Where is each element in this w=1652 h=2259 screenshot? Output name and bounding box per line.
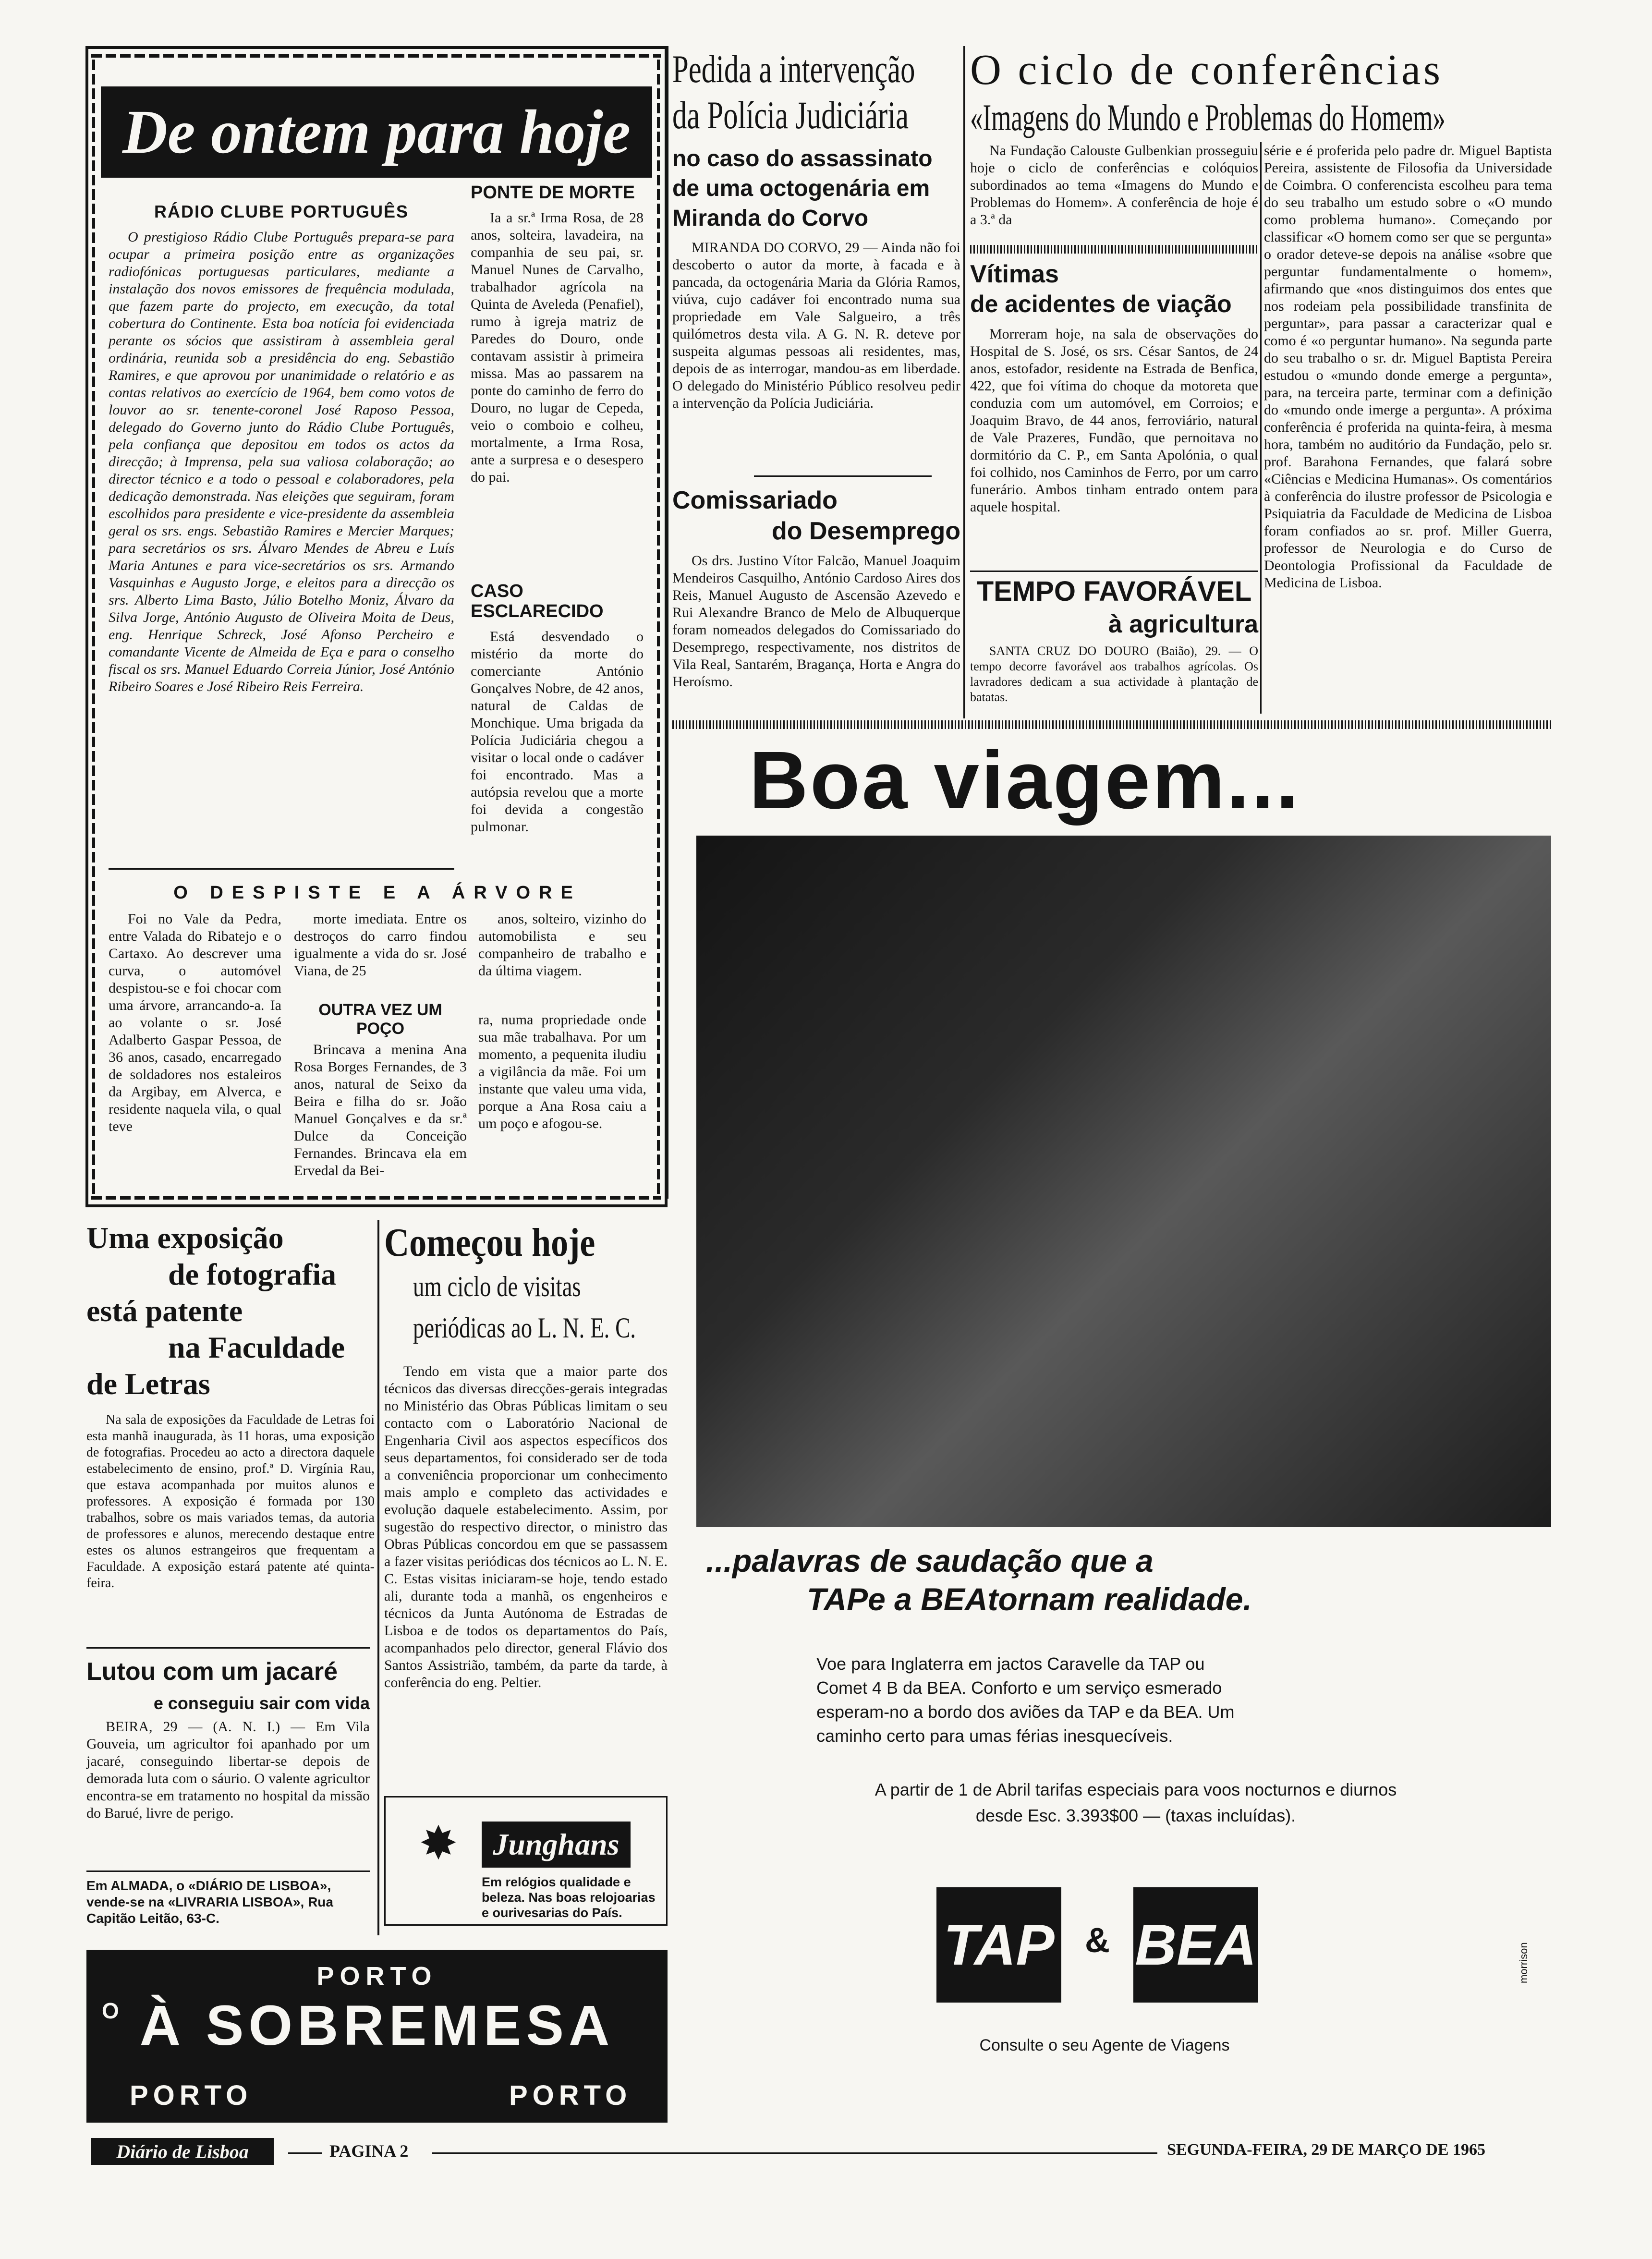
conferencias-col-rule: [1260, 142, 1262, 714]
pj-title-1: Pedida a intervenção: [672, 47, 915, 91]
exposicao-text: Na sala de exposições da Faculdade de Letras foi esta manhã inaugurada, às 11 horas, uma exposição de fotografias. Procedeu ao acto a directora daquele estabelecimento de ensino, prof.ª D. Virgínia Rau, que estava acompanhada por muitos alunos e professores. A exposição é formada por 130 trabalhos, sobre os mais variados temas, da autoria de professores e alunos, merecendo destaque entre estes os alunos estrangeiros que frequentam a Faculdade. A exposição estará patente até quinta-feira.: [86, 1412, 375, 1591]
jacare-section: [86, 1657, 370, 1822]
exposicao-title-1: Uma exposição: [86, 1221, 284, 1255]
ad-headline: Boa viagem...: [749, 735, 1300, 826]
junghans-logo: Junghans: [482, 1822, 631, 1868]
vitimas-title-1: Vítimas: [970, 260, 1059, 288]
almada-note: Em ALMADA, o «DIÁRIO DE LISBOA», vende-se na «LIVRARIA LISBOA», Rua Capitão Leitão, 63-C.: [86, 1878, 333, 1926]
vitimas-title-2: de acidentes de viação: [970, 291, 1232, 317]
radio-divider: [109, 868, 454, 870]
ad-body-2: Comet 4 B da BEA. Conforto e um serviço esmerado: [816, 1678, 1222, 1698]
exposicao-divider: [86, 1647, 370, 1649]
footer-masthead: Diário de Lisboa: [91, 2138, 274, 2165]
ad-body-1: Voe para Inglaterra em jactos Caravelle da TAP ou: [816, 1654, 1205, 1674]
exposicao-title-3: está patente: [86, 1294, 243, 1328]
caso-section: [471, 581, 644, 836]
lnec-subtitle-1: um ciclo de visitas: [413, 1271, 581, 1302]
box-dashed-border-right: [657, 60, 660, 1195]
pj-divider: [754, 475, 932, 477]
exposicao-title-2: de fotografia: [168, 1257, 337, 1291]
lnec-text: Tendo em vista que a maior parte dos técnicos das diversas direcções-gerais integradas no Ministério das Obras Públicas limitam o seu contacto com o Laboratório Nacional de Engenharia Civil aos aspectos específicos dos seus departamentos, foi considerado ser de toda a conveniência proporcionar um conhecimento mais amplo e completo das actividades e evolução daquele estabelecimento. Assim, por sugestão do respectivo director, o ministro das Obras Públicas concordou em que se passassem a fazer visitas periódicas dos técnicos ao L. N. E. C. Estas visitas iniciaram-se hoje, tendo estado ali, durante toda a manhã, os engenheiros e técnicos da Junta Autónoma de Estradas de Lisboa e de todos os departamentos do País, acompanhados pelo director, general Flávio dos Santos Assistrião, também, da parte da tarde, à conferência do eng. Peltier.: [384, 1363, 668, 1690]
ad-credit: morrison: [1518, 1942, 1530, 1983]
porto-ad: [86, 1950, 668, 2123]
despiste-col1: [109, 911, 281, 1135]
poco-col2-text: Brincava a menina Ana Rosa Borges Fernandes, de 3 anos, natural de Seixo da Beira e filha do sr. João Manuel Gonçalves e da sr.ª Dulce da Conceição Fernandes. Brincava ela em Ervedal da Bei-: [294, 1042, 467, 1178]
caso-text: Está desvendado o mistério da morte do comerciante António Gonçalves Nobre, de 42 anos, natural de Caldas de Monchique. Uma brigada da Polícia Judiciária chegou a visitar o local onde o cadáver foi encontrado. Mas a autópsia revelou que a morte foi devida a congestão pulmonar.: [471, 629, 644, 835]
pj-subtitle: no caso do assassinato de uma octogenária em Miranda do Corvo: [672, 146, 933, 231]
conferencias-col2: [1264, 142, 1552, 592]
ponte-heading: PONTE DE MORTE: [471, 182, 635, 203]
tempo-section: [970, 575, 1258, 705]
ad-tariff-2: desde Esc. 3.393$00 — (taxas incluídas).: [975, 1806, 1296, 1825]
despiste-heading: O DESPISTE E A ÁRVORE: [173, 883, 582, 903]
jacare-title: Lutou com um jacaré: [86, 1658, 338, 1686]
porto-bottom-left: PORTO: [130, 2080, 253, 2111]
pj-title-2: da Polícia Judiciária: [672, 93, 909, 137]
comissariado-title-2: do Desemprego: [772, 517, 960, 545]
junghans-star-icon: ✸: [419, 1818, 458, 1869]
ad-photo: [696, 836, 1551, 1527]
tempo-subtitle: à agricultura: [1108, 610, 1258, 638]
comissariado-title-1: Comissariado: [672, 486, 838, 514]
footer-rule-2: [432, 2152, 1157, 2154]
vitimas-section: [970, 259, 1258, 516]
conferencias-col1-text: Na Fundação Calouste Gulbenkian prosseguiu hoje o ciclo de conferências e colóquios subordinados ao tema «Imagens do Mundo e Problemas do Homem». A conferência de hoje é a 3.ª da: [970, 143, 1258, 228]
lnec-section: [384, 1220, 668, 1691]
junghans-text: Em relógios qualidade e beleza. Nas boas relojoarias e ourivesarias do País.: [482, 1875, 656, 1920]
footer-rule-1: [288, 2152, 322, 2154]
vitimas-divider: [970, 571, 1258, 572]
despiste-col3: [478, 911, 646, 1132]
despiste-col2-text: morte imediata. Entre os destroços do carro findou igualmente a vida do sr. José Viana, de 25: [294, 911, 467, 979]
despiste-col1-text: Foi no Vale da Pedra, entre Valada do Ribatejo e o Cartaxo. Ao descrever uma curva, o automóvel despistou-se e foi chocar com uma árvore, arrancando-a. Ia ao volante o sr. José Adalberto Gaspar Pessoa, de 36 anos, casado, encarregado de soldadores nos estaleiros da Argibay, em Alverca, e residente naquela vila, o qual teve: [109, 911, 281, 1134]
ad-tagline-1: ...palavras de saudação que a: [706, 1543, 1154, 1579]
pj-text: MIRANDA DO CORVO, 29 — Ainda não foi descoberto o autor da morte, à facada e à pancada, da octogenária Maria da Glória Ramos, viúva, cujo cadáver foi encontrado numa sua propriedade em Vale Salgueiro, a três quilómetros desta vila. A G. N. R. deteve por suspeita algumas pessoas ali residentes, mas, depois de as interrogar, mandou-as em liberdade. O delegado do Ministério Público resolveu pedir a intervenção da Polícia Judiciária.: [672, 240, 960, 411]
conferencias-title-1: O ciclo de conferências: [970, 46, 1444, 94]
box-dashed-border-bottom: [91, 1196, 661, 1200]
conferencias-col1: [970, 142, 1258, 229]
caso-heading: CASO ESCLARECIDO: [471, 581, 604, 621]
top-section-tick-rule: [672, 720, 1551, 729]
comissariado-section: [672, 485, 960, 691]
porto-left-o: O: [102, 1998, 119, 2023]
porto-bottom-right: PORTO: [509, 2080, 632, 2111]
comissariado-text: Os drs. Justino Vítor Falcão, Manuel Joaquim Mendeiros Casquilho, António Cardoso Aires dos Reis, Manuel Augusto de Ascensão Azevedo e Rui Alexandre Branco de Melo de Albuquerque foram nomeados delegados do Comissariado do Desemprego, respectivamente, nos distritos de Vila Real, Santarém, Bragança, Horta e Angra do Heroísmo.: [672, 553, 960, 690]
ad-body: [816, 1652, 1441, 1748]
ad-consult: Consulte o seu Agente de Viagens: [979, 2036, 1230, 2054]
ad-ampersand: &: [1085, 1921, 1110, 1960]
poco-col3-text: ra, numa propriedade onde sua mãe trabalhava. Por um momento, a pequenita iludiu a vigilância da mãe. Foi um instante que valeu uma vida, porque a Ana Rosa caiu a um poço e afogou-se.: [478, 1012, 646, 1131]
almada-divider: [86, 1870, 370, 1872]
ad-tariff: [720, 1777, 1551, 1829]
ad-tagline-2: TAPe a BEAtornam realidade.: [807, 1581, 1252, 1617]
despiste-col2: [294, 911, 467, 1179]
col-rule-2: [963, 46, 965, 718]
poco-heading: OUTRA VEZ UM POÇO: [318, 1001, 442, 1038]
vitimas-text: Morreram hoje, na sala de observações do Hospital de S. José, os srs. César Santos, de 24 anos, estofador, residente na Estrada de Benfica, 422, que foi vítima do choque da motoreta que conduzia com um automóvel, em Corroios; e Joaquim Bravo, de 44 anos, ferroviário, natural de Vale Prazeres, Fundão, que pernoitava no dormitório da C. P., em Santa Apolónia, o qual foi colhido, nos Caminhos de Ferro, por um carro funerário. Ambos tinham entrado ontem para aquele hospital.: [970, 326, 1258, 515]
conferencias-tick-rule: [970, 245, 1258, 254]
porto-top: PORTO: [316, 1962, 437, 1991]
ad-body-3: esperam-no a bordo dos aviões da TAP e da BEA. Um: [816, 1702, 1235, 1722]
exposicao-title-4: na Faculdade: [168, 1330, 345, 1364]
pj-left-rule: [667, 46, 668, 1199]
jacare-subtitle: e conseguiu sair com vida: [153, 1693, 370, 1713]
ponte-section: [471, 182, 644, 486]
box-dashed-border-top: [91, 54, 661, 58]
radio-section: [109, 202, 454, 695]
lnec-title: Começou hoje: [384, 1220, 595, 1265]
jacare-text: BEIRA, 29 — (A. N. I.) — Em Vila Gouveia, um agricultor foi apanhado por um jacaré, conseguindo libertar-se depois de demorada luta com o sáurio. O valente agricultor encontra-se em tratamento no hospital da missão do Barué, livre de perigo.: [86, 1719, 370, 1821]
box-title-banner: [101, 86, 652, 178]
despiste-col3-text: anos, solteiro, vizinho do automobilista e seu companheiro de trabalho e da última viagem.: [478, 911, 646, 979]
radio-heading: RÁDIO CLUBE PORTUGUÊS: [154, 202, 409, 221]
footer-date: SEGUNDA-FEIRA, 29 DE MARÇO DE 1965: [1167, 2141, 1486, 2159]
ad-tariff-1: A partir de 1 de Abril tarifas especiais para voos nocturnos e diurnos: [875, 1780, 1397, 1799]
junghans-ad: [384, 1796, 668, 1926]
ad-body-4: caminho certo para umas férias inesquecíveis.: [816, 1726, 1173, 1746]
ponte-text: Ia a sr.ª Irma Rosa, de 28 anos, solteira, lavadeira, na companhia de seu pai, sr. Manuel Nunes de Carvalho, trabalhador agrícola na Quinta de Aveleda (Penafiel), rumo à igreja matriz de Paredes do Douro, onde contavam assistir à primeira missa. Mas ao passarem na ponte do caminho de ferro do Douro, no lugar de Cepeda, veio o comboio e colheu, mortalmente, a Irma Rosa, ante a surpresa e o desespero do pai.: [471, 210, 644, 485]
exposicao-section: [86, 1220, 375, 1591]
exposicao-title-5: de Letras: [86, 1367, 210, 1401]
conferencias-col2-text: série e é proferida pelo padre dr. Miguel Baptista Pereira, assistente de Filosofia da Universidade de Coimbra. O conferencista escolheu para tema do seu trabalho um estudo sobre o «O mundo como problema humano». Começando por classificar «O homem como ser que se pergunta» o orador deteve-se depois na análise «sobre que perguntar fundamentalmente o homem», afirmando que «nos distinguimos dos entes que nos rodeiam pela possibilidade transfinita de perguntar», para passar a caracterizar qual e como é «o perguntar humano». Na segunda parte do seu trabalho o sr. dr. Miguel Baptista Pereira estudou o «mundo donde emerge a pergunta», para, na terceira parte, terminar com a definição do «mundo onde imerge a pergunta». A próxima conferência é proferida na quinta-feira, à mesma hora, também no auditório da Fundação, pelo sr. prof. Barahona Fernandes, que falará sobre «Ciências e Medicina Humanas». Os comentários à conferência do ilustre professor de Psicologia e Psiquiatria da Faculdade de Medicina de Lisboa foram confiados ao sr. prof. Miller Guerra, professor de Neurologia e do Curso de Deontologia Profissional da Faculdade de Medicina de Lisboa.: [1264, 143, 1552, 591]
tap-logo: TAP: [936, 1887, 1061, 2003]
tempo-text: SANTA CRUZ DO DOURO (Baião), 29. — O tempo decorre favorável aos trabalhos agrícolas. Os lavradores dedicam a sua actividade à plantação de batatas.: [970, 644, 1258, 704]
lnec-subtitle-2: periódicas ao L. N. E. C.: [413, 1312, 636, 1344]
footer-page: PAGINA 2: [329, 2141, 409, 2161]
pj-section: [672, 46, 960, 412]
radio-text: O prestigioso Rádio Clube Português prepara-se para ocupar a primeira posição entre as organizações radiofónicas portuguesas particulares, mediante a instalação dos novos emissores de frequência modulada, que fazem parte do projecto, em execução, da total cobertura do Continente. Esta boa notícia foi evidenciada perante os sócios que assistiram à assembleia geral ordinária, reunida sob a presidência do eng. Sebastião Ramires, e que aprovou por unanimidade o relatório e as contas relativos ao exercício de 1964, bem como votos de louvor ao sr. tenente-coronel José Raposo Pessoa, delegado do Governo junto do Rádio Clube Português, pela confiança que depositou em todos os actos da direcção; à Imprensa, pela sua valiosa colaboração; ao director técnico e a todo o pessoal e colaboradores, pela dedicação demonstrada. Nas eleições que seguiram, foram escolhidos para presidente e vice-presidente da assembleia geral os srs. engs. Sebastião Ramires e Mercier Marques; para secretários os srs. Álvaro Mendes de Abreu e Luís Maria Antunes e para vice-secretários os srs. Armando Vasquinhas e Augusto Jorge, e eleitos para a direcção os srs. Alberto Lima Basto, Júlio Botelho Moniz, Álvaro da Silva Jorge, António Augusto de Oliveira Moita de Deus, eng. Henrique Schreck, José Afonso Percheiro e comandante Vicente de Almeida de Eça e para o conselho fiscal os srs. Manuel Eduardo Correia Júnior, José António Ribeiro Soares e José Ribeiro Reis Ferreira.: [109, 229, 454, 694]
conferencias-title-2: «Imagens do Mundo e Problemas do Homem»: [970, 97, 1446, 138]
porto-main: À SOBREMESA: [139, 1994, 615, 2057]
box-dashed-border-left: [92, 60, 95, 1195]
tempo-title: TEMPO FAVORÁVEL: [976, 576, 1252, 607]
box-title: De ontem para hoje: [122, 97, 631, 167]
lnec-left-rule: [377, 1220, 379, 1935]
bea-logo: BEA: [1133, 1887, 1258, 2003]
